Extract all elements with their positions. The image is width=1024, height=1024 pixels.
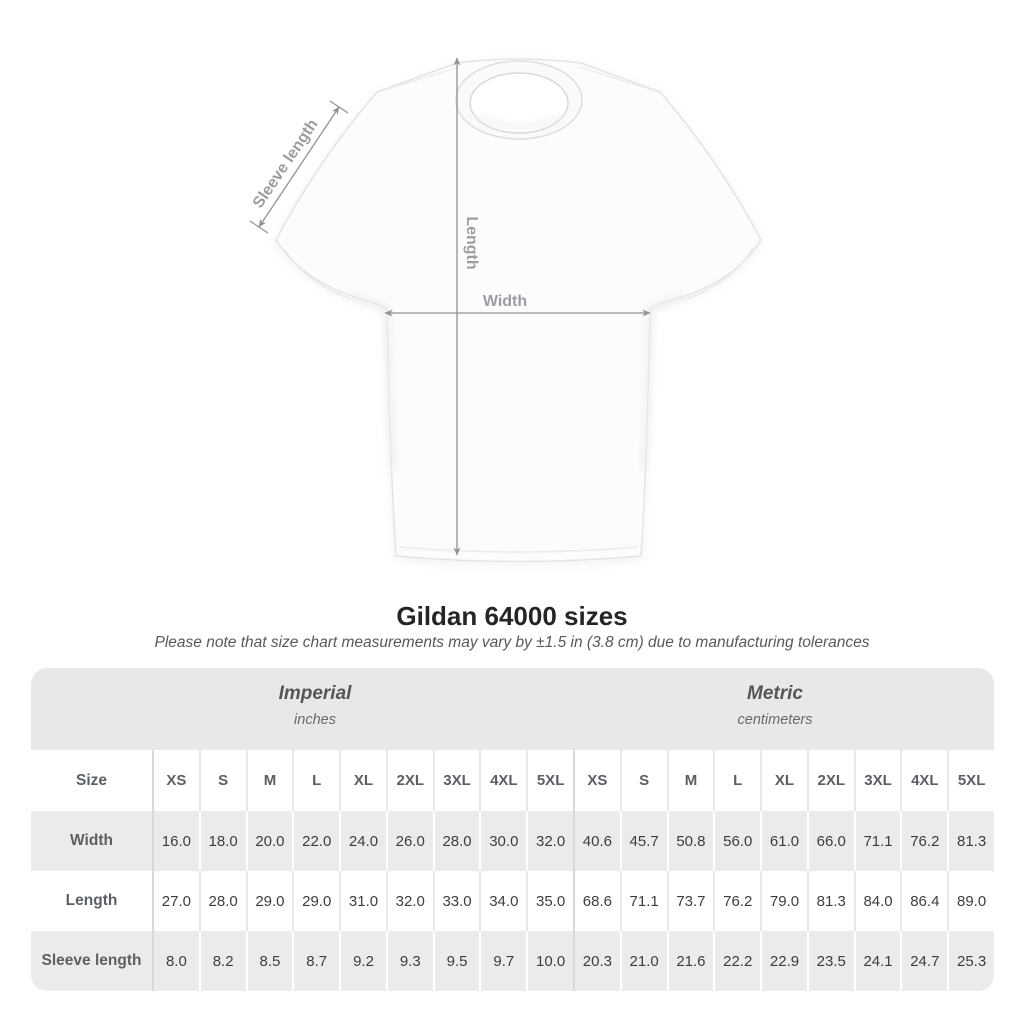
imperial-value-4xl: 30.0 xyxy=(479,811,526,871)
metric-value-4xl: 76.2 xyxy=(900,811,947,871)
metric-header-unit: centimeters xyxy=(737,712,813,728)
imperial-value-xs: 16.0 xyxy=(152,811,199,871)
metric-value-4xl: 86.4 xyxy=(900,871,947,931)
size-col-imperial-xs: XS xyxy=(152,750,199,811)
metric-value-m: 21.6 xyxy=(667,931,714,991)
row-label: Width xyxy=(70,832,113,849)
imperial-value-3xl: 28.0 xyxy=(433,811,480,871)
size-col-imperial-s: S xyxy=(199,750,246,811)
length-measure-label: Length xyxy=(462,216,480,270)
metric-value-xl: 61.0 xyxy=(760,811,807,871)
size-col-metric-xs: XS xyxy=(573,750,620,811)
imperial-value-l: 29.0 xyxy=(292,871,339,931)
size-header-row xyxy=(31,750,994,811)
metric-value-xs: 68.6 xyxy=(573,871,620,931)
imperial-value-xl: 24.0 xyxy=(339,811,386,871)
width-measure-label: Width xyxy=(482,293,528,310)
size-col-metric-m: M xyxy=(667,750,714,811)
size-chart-grid xyxy=(31,750,994,991)
metric-value-4xl: 24.7 xyxy=(900,931,947,991)
size-col-metric-s: S xyxy=(620,750,667,811)
imperial-header xyxy=(279,683,352,728)
metric-value-2xl: 66.0 xyxy=(807,811,854,871)
metric-value-3xl: 71.1 xyxy=(854,811,901,871)
size-col-imperial-3xl: 3XL xyxy=(433,750,480,811)
imperial-header-unit: inches xyxy=(294,712,336,728)
size-col-imperial-2xl: 2XL xyxy=(386,750,433,811)
tolerance-note: Please note that size chart measurements may vary by ±1.5 in (3.8 cm) due to manufacturing tolerances xyxy=(154,634,870,651)
imperial-value-5xl: 32.0 xyxy=(526,811,573,871)
imperial-value-l: 8.7 xyxy=(292,931,339,991)
size-col-imperial-5xl: 5XL xyxy=(526,750,573,811)
imperial-value-2xl: 9.3 xyxy=(386,931,433,991)
metric-value-xs: 20.3 xyxy=(573,931,620,991)
row-label: Sleeve length xyxy=(41,952,142,969)
imperial-value-m: 8.5 xyxy=(246,931,293,991)
metric-value-xs: 40.6 xyxy=(573,811,620,871)
size-col-imperial-xl: XL xyxy=(339,750,386,811)
sleeve-length-measure-label: Sleeve length xyxy=(249,116,322,212)
imperial-value-2xl: 26.0 xyxy=(386,811,433,871)
metric-value-l: 56.0 xyxy=(713,811,760,871)
size-col-imperial-4xl: 4XL xyxy=(479,750,526,811)
imperial-value-4xl: 34.0 xyxy=(479,871,526,931)
size-col-metric-5xl: 5XL xyxy=(947,750,994,811)
imperial-header-title: Imperial xyxy=(278,683,352,704)
imperial-value-4xl: 9.7 xyxy=(479,931,526,991)
metric-value-xl: 22.9 xyxy=(760,931,807,991)
metric-header-title: Metric xyxy=(747,683,803,704)
size-col-imperial-m: M xyxy=(246,750,293,811)
imperial-value-m: 29.0 xyxy=(246,871,293,931)
size-col-metric-xl: XL xyxy=(760,750,807,811)
metric-value-3xl: 84.0 xyxy=(854,871,901,931)
imperial-value-s: 18.0 xyxy=(199,811,246,871)
metric-value-s: 71.1 xyxy=(620,871,667,931)
imperial-value-s: 8.2 xyxy=(199,931,246,991)
imperial-value-s: 28.0 xyxy=(199,871,246,931)
unit-header-band xyxy=(31,668,994,750)
imperial-value-xs: 8.0 xyxy=(152,931,199,991)
imperial-value-3xl: 9.5 xyxy=(433,931,480,991)
metric-value-s: 21.0 xyxy=(620,931,667,991)
metric-value-m: 73.7 xyxy=(667,871,714,931)
metric-value-l: 22.2 xyxy=(713,931,760,991)
metric-value-2xl: 23.5 xyxy=(807,931,854,991)
size-row-label: Size xyxy=(75,771,107,789)
size-col-metric-4xl: 4XL xyxy=(900,750,947,811)
size-chart-table xyxy=(31,668,994,991)
measure-row-sleeve-length xyxy=(31,931,994,991)
metric-value-3xl: 24.1 xyxy=(854,931,901,991)
imperial-value-xl: 9.2 xyxy=(339,931,386,991)
page-title: Gildan 64000 sizes xyxy=(396,601,628,631)
measure-row-length xyxy=(31,871,994,931)
imperial-value-5xl: 35.0 xyxy=(526,871,573,931)
imperial-value-3xl: 33.0 xyxy=(433,871,480,931)
metric-value-5xl: 89.0 xyxy=(947,871,994,931)
metric-value-m: 50.8 xyxy=(667,811,714,871)
imperial-value-m: 20.0 xyxy=(246,811,293,871)
size-col-metric-2xl: 2XL xyxy=(807,750,854,811)
row-label: Length xyxy=(65,892,118,909)
imperial-value-5xl: 10.0 xyxy=(526,931,573,991)
metric-value-l: 76.2 xyxy=(713,871,760,931)
metric-header xyxy=(738,683,813,728)
size-col-metric-l: L xyxy=(713,750,760,811)
metric-value-s: 45.7 xyxy=(620,811,667,871)
metric-value-5xl: 25.3 xyxy=(947,931,994,991)
size-col-metric-3xl: 3XL xyxy=(854,750,901,811)
imperial-value-l: 22.0 xyxy=(292,811,339,871)
measure-row-width xyxy=(31,811,994,871)
size-col-imperial-l: L xyxy=(292,750,339,811)
imperial-value-xs: 27.0 xyxy=(152,871,199,931)
imperial-value-xl: 31.0 xyxy=(339,871,386,931)
tshirt-graphic xyxy=(276,59,761,562)
metric-value-xl: 79.0 xyxy=(760,871,807,931)
metric-value-5xl: 81.3 xyxy=(947,811,994,871)
imperial-value-2xl: 32.0 xyxy=(386,871,433,931)
metric-value-2xl: 81.3 xyxy=(807,871,854,931)
